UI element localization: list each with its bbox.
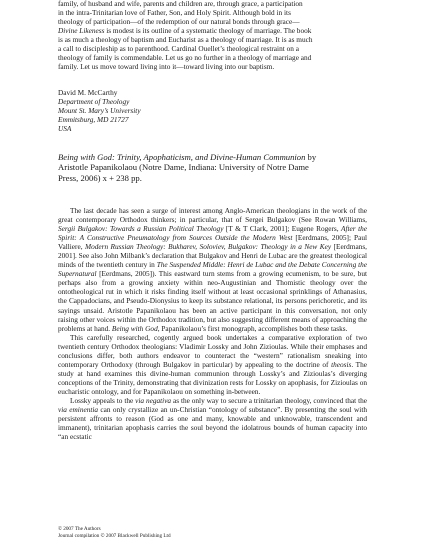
reviewer-name: David M. McCarthy [58, 88, 118, 97]
text-line: a call to discipleship as to parenthood. Cardinal Ouellet’s theological restraint on a [58, 44, 299, 54]
text-line: is as much a theology of baptism and Eucharist as a theology of marriage. It is as much [58, 35, 313, 45]
text-line: in the intra-Trinitarian love of Father, Son, and Holy Spirit. Although bold in its [58, 8, 291, 18]
continued-review-paragraph [58, 0, 367, 71]
review-by: by [307, 152, 317, 162]
copyright-line: © 2007 The Authors [58, 526, 101, 532]
review-publication-line: Aristotle Papanikolaou (Notre Dame, Indiana: University of Notre Dame [58, 162, 309, 173]
body-paragraph: This carefully researched, cogently argued book undertakes a comparative exploration of two twentieth century Orthodox theologians: Vladimir Lossky and John Zizioulas. While their emphases and conclusions differ, both authors endeavor to counteract the “western” rationalism sneaking into contemporary Orthodoxy (through Bulgakov in particular) by appealing to the doctrine of theosis. The study at hand examines this divine-human communion through Lossky’s and Zizioulas’s diverging conceptions of the Trinity, demonstrating that divinization rests for Lossky on apophasis, for Zizioulas on eucharistic ontology, and for Papanikolaou on something in-between. [58, 332, 367, 396]
review-publication-line: Press, 2006) x + 238 pp. [58, 172, 142, 183]
copyright-footer [58, 526, 171, 539]
reviewed-book-title: Being with God: Trinity, Apophaticism, and Divine-Human Communion [58, 152, 306, 162]
affiliation-line: Mount St. Mary’s University [58, 106, 141, 116]
review-header [58, 152, 367, 183]
text-line: theology of participation—of the redemption of our natural bonds through grace— [58, 17, 300, 27]
affiliation-line: Emmitsburg, MD 21727 [58, 115, 129, 125]
text-line: theology of family is commendable. Let us go no further in a theology of marriage and [58, 53, 312, 63]
review-body [58, 206, 367, 441]
text-line: family. Let us move toward living into it—toward living into our baptism. [58, 62, 275, 72]
affiliation-line: Department of Theology [58, 97, 130, 107]
body-paragraph: Lossky appeals to the via negativa as the only way to secure a trinitarian theology, convinced that the via eminentia can only crystallize an un-Christian “ontology of substance”. By presenting the soul with persistent affronts to reason (God as one and many, knowable and unknowable, transcendent and immanent), trinitarian apophasis carries the soul beyond the idolatrous bounds of human capacity into “an ecstatic [58, 395, 367, 442]
book-title: Divine Likeness [58, 26, 105, 36]
review-title-line [58, 152, 367, 162]
affiliation-line: USA [58, 124, 72, 134]
copyright-line: Journal compilation © 2007 Blackwell Publishing Ltd [58, 532, 171, 539]
body-paragraph: The last decade has seen a surge of interest among Anglo-American theologians in the work of the great contemporary Orthodox thinkers; in particular, that of Sergei Bulgakov (See Rowan Williams, Sergii Bulgakov: Towards a Russian Political Theology [T & T Clark, 2001]; Eugene Rogers, After the Spirit: A Constructive Pneumatology from Sources Outside the Modern West [Eerdmans, 2005]; Paul Valliere, Modern Russian Theology: Bukharev, Soloviev, Bulgakov: Theology in a New Key [Eerdmans, 2001]. See also John Milbank’s declaration that Bulgakov and Henri de Lubac are the greatest theological minds of the twentieth century in The Suspended Middle: Henri de Lubac and the Debate Concerning the Supernatural [Eerdmans, 2005]). This eastward turn stems from a growing ecumenism, to be sure, but perhaps also from a growing anxiety within neo-Augustinian and Thomistic theology over the ontotheological rut in which it risks finding itself without at least occasional sprinklings of Athanasius, the Cappadocians, and Pseudo-Dionysius to keep its substance relational, its persons perichoretic, and its sayings unsaid. Aristotle Papanikolaou has been an active participant in this conversation, not only raising other voices within the Orthodox tradition, but also suggesting different means of approaching the problems at hand. Being with God, Papanikolaou’s first monograph, accomplishes both these tasks. [58, 206, 367, 333]
reviewer-signature [58, 88, 367, 133]
text-line: Divine Likeness is modest is its outline of a systematic theology of marriage. The book [58, 26, 312, 36]
text-line: family, of husband and wife, parents and children are, through grace, a participation [58, 0, 303, 8]
